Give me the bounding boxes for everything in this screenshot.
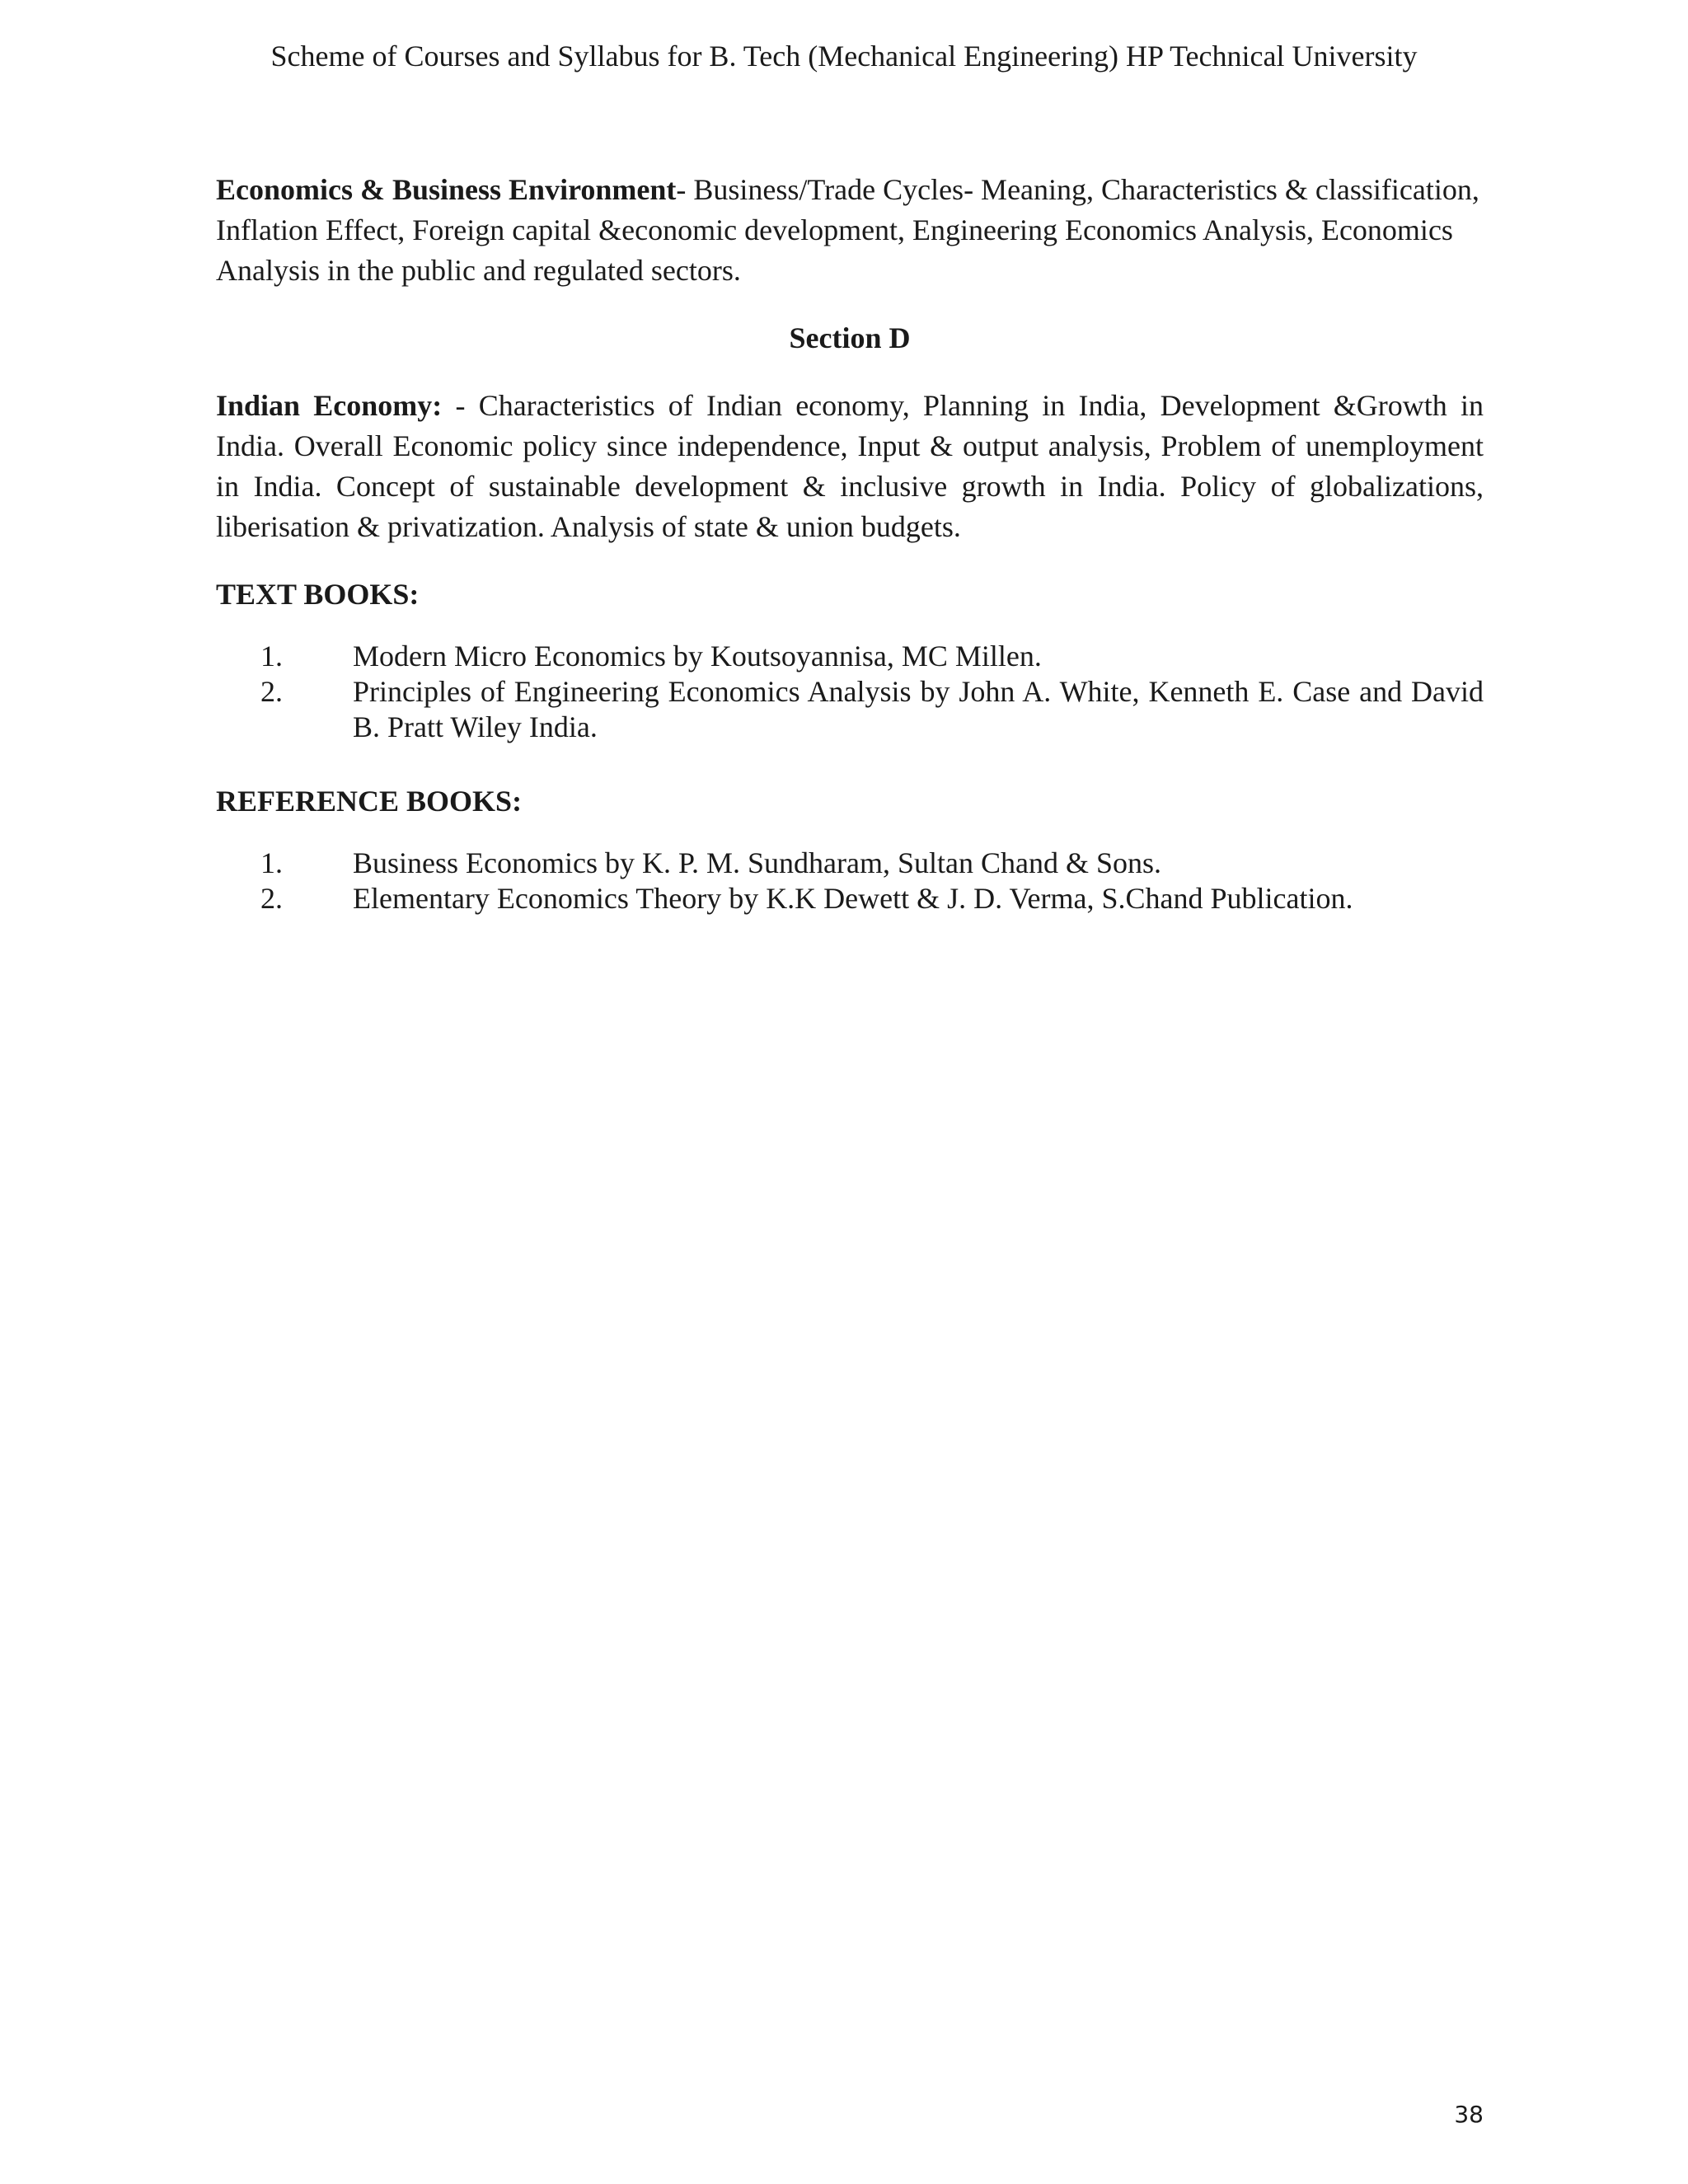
section-d-heading: Section D bbox=[789, 321, 911, 354]
list-item-text: Elementary Economics Theory by K.K Dewett & J. D. Verma, S.Chand Publication. bbox=[353, 882, 1353, 915]
indian-economy-text: - Characteristics of Indian economy, Planning in India, Development &Growth in India. Overall Economic policy since independence, Input & output analysis, Problem of unemployment in India. Concept of sustainable development & inclusive growth in India. Policy of globalizations, liberisation & privatization. Analysis of state & union budgets. bbox=[216, 389, 1484, 543]
list-item bbox=[216, 846, 1484, 881]
document-body bbox=[216, 170, 1484, 916]
list-item-text: Principles of Engineering Economics Analysis by John A. White, Kenneth E. Case and David B. Pratt Wiley India. bbox=[353, 675, 1484, 743]
economics-business-text: - Business/Trade Cycles- Meaning, Characteristics & classification, Inflation Effect, Foreign capital &economic development, Engineering Economics Analysis, Economics Analysis in the public and regulated sectors. bbox=[216, 173, 1479, 287]
economics-business-lead: Economics & Business Environment bbox=[216, 173, 677, 206]
reference-books-heading: REFERENCE BOOKS: bbox=[216, 785, 523, 818]
economics-business-paragraph bbox=[216, 170, 1484, 291]
page-number: 38 bbox=[1454, 2101, 1484, 2128]
list-item bbox=[216, 639, 1484, 674]
text-books-heading: TEXT BOOKS: bbox=[216, 578, 420, 611]
list-item-number: 1. bbox=[260, 640, 283, 673]
list-item-text: Modern Micro Economics by Koutsoyannisa, MC Millen. bbox=[353, 640, 1042, 673]
page-header: Scheme of Courses and Syllabus for B. Tech (Mechanical Engineering) HP Technical University bbox=[270, 40, 1418, 73]
list-item-number: 2. bbox=[260, 675, 283, 708]
list-item bbox=[216, 881, 1484, 916]
reference-books-list bbox=[216, 846, 1484, 916]
indian-economy-paragraph bbox=[216, 386, 1484, 547]
list-item-text: Business Economics by K. P. M. Sundharam, Sultan Chand & Sons. bbox=[353, 846, 1162, 879]
list-item bbox=[216, 674, 1484, 745]
indian-economy-lead: Indian Economy: bbox=[216, 389, 443, 422]
list-item-number: 1. bbox=[260, 846, 283, 879]
text-books-list bbox=[216, 639, 1484, 745]
list-item-number: 2. bbox=[260, 882, 283, 915]
